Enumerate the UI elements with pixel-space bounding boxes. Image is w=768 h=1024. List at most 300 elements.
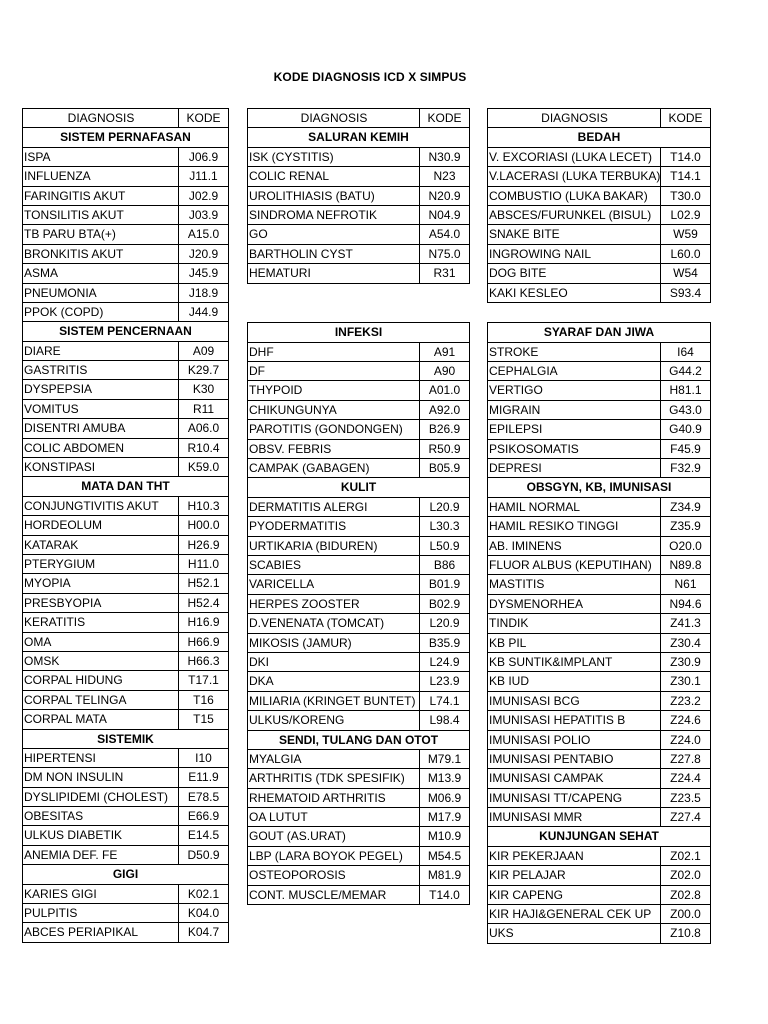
icd-code: A06.0 (187, 421, 220, 436)
table-header-row (488, 109, 710, 128)
table-row (488, 634, 710, 653)
diagnosis-name: AB. IMINENS (488, 537, 661, 555)
section-label: INFEKSI (334, 325, 383, 340)
table-row (488, 731, 710, 750)
diagnosis-name: ANEMIA DEF. FE (23, 846, 179, 864)
diagnosis-name: OA LUTUT (248, 808, 420, 826)
page-title: KODE DIAGNOSIS ICD X SIMPUS (273, 70, 467, 84)
icd-code: N20.9 (428, 188, 461, 203)
icd-code: L23.9 (429, 674, 460, 689)
diagnosis-name: DYSMENORHEA (488, 595, 661, 613)
icd-code: Z30.1 (670, 674, 701, 689)
icd-code: H11.0 (187, 556, 220, 571)
table-row (23, 419, 228, 438)
section-label: KUNJUNGAN SEHAT (539, 829, 659, 844)
diagnosis-name: DOG BITE (488, 264, 661, 282)
icd-code: G44.2 (669, 364, 702, 379)
table-row (248, 245, 469, 264)
section-label: OBSGYN, KB, IMUNISASI (526, 480, 672, 495)
section-header (248, 128, 469, 147)
icd-code: K59.0 (187, 460, 220, 475)
icd-code: Z23.5 (670, 790, 701, 805)
table-row (488, 769, 710, 788)
icd-code: Z35.9 (670, 519, 701, 534)
diagnosis-name: PULPITIS (23, 904, 179, 922)
diagnosis-name: OMSK (23, 652, 179, 670)
diagnosis-name: RHEMATOID ARTHRITIS (248, 789, 420, 807)
diagnosis-name: DM NON INSULIN (23, 768, 179, 786)
table-row (23, 904, 228, 923)
icd-code: G43.0 (669, 402, 702, 417)
table-row (23, 613, 228, 632)
table-row (488, 517, 710, 536)
table-row (23, 206, 228, 225)
table-row (488, 866, 710, 885)
icd-code: J44.9 (188, 304, 219, 319)
table-row (248, 167, 469, 186)
diagnosis-name: MIGRAIN (488, 401, 661, 419)
icd-code: A09 (192, 343, 215, 358)
icd-code: Z27.8 (670, 751, 701, 766)
table-row (488, 148, 710, 167)
table-row (23, 458, 228, 477)
table-row (248, 187, 469, 206)
diagnosis-name: KATARAK (23, 536, 179, 554)
diagnosis-name: PNEUMONIA (23, 284, 179, 302)
table-row (488, 595, 710, 614)
icd-code: H00.0 (187, 518, 220, 533)
diagnosis-name: DF (248, 362, 420, 380)
icd-code: Z24.6 (670, 713, 701, 728)
table-row (248, 498, 469, 517)
section-label: SALURAN KEMIH (308, 130, 409, 145)
icd-code: Z41.3 (670, 616, 701, 631)
icd-code: Z34.9 (670, 499, 701, 514)
section-header (23, 128, 228, 147)
icd-code: Z02.8 (670, 887, 701, 902)
table-row (23, 264, 228, 283)
icd-code: H10.3 (187, 498, 220, 513)
icd-code: N89.8 (669, 557, 702, 572)
icd-code: J02.9 (188, 188, 219, 203)
icd-code: F45.9 (670, 441, 701, 456)
diagnosis-name: CORPAL HIDUNG (23, 671, 179, 689)
icd-code: M13.9 (427, 771, 462, 786)
icd-code: J06.9 (188, 149, 219, 164)
diagnosis-name: KIR PELAJAR (488, 866, 661, 884)
icd-code: B26.9 (428, 422, 461, 437)
icd-code: N75.0 (428, 246, 461, 261)
diagnosis-name: ULKUS DIABETIK (23, 826, 179, 844)
icd-code: L02.9 (670, 207, 701, 222)
icd-code: A92.0 (428, 402, 461, 417)
diagnosis-name: IMUNISASI CAMPAK (488, 769, 661, 787)
icd-code: N04.9 (428, 207, 461, 222)
table-row (248, 343, 469, 362)
section-header (488, 478, 710, 497)
icd-code: I10 (195, 750, 212, 765)
table-row (248, 556, 469, 575)
diagnosis-name: FARINGITIS AKUT (23, 187, 179, 205)
diagnosis-table (22, 108, 229, 943)
section-label: SISTEMIK (97, 731, 154, 746)
diagnosis-name: ABCES PERIAPIKAL (23, 923, 179, 941)
table-row (23, 187, 228, 206)
diagnosis-name: ARTHRITIS (TDK SPESIFIK) (248, 769, 420, 787)
table-row (248, 808, 469, 827)
diagnosis-name: CORPAL MATA (23, 710, 179, 728)
table-row (488, 750, 710, 769)
icd-code: W54 (673, 266, 698, 281)
icd-code: H52.4 (187, 595, 220, 610)
table-row (488, 459, 710, 478)
section-header (248, 323, 469, 342)
table-row (488, 924, 710, 943)
icd-code: K04.0 (187, 906, 220, 921)
icd-code: T14.0 (670, 149, 701, 164)
table-row (488, 672, 710, 691)
diagnosis-name: MILIARIA (KRINGET BUNTET) (248, 692, 420, 710)
table-row (248, 440, 469, 459)
section-label: SENDI, TULANG DAN OTOT (278, 732, 439, 747)
icd-code: B05.9 (428, 461, 461, 476)
table-row (488, 284, 710, 303)
table-row (488, 614, 710, 633)
icd-code: L30.3 (429, 519, 460, 534)
table-row (23, 555, 228, 574)
table-row (23, 923, 228, 942)
icd-code: A90 (433, 364, 456, 379)
icd-code: B86 (433, 558, 456, 572)
table-row (23, 167, 228, 186)
table-row (23, 497, 228, 516)
icd-code: Z02.1 (670, 848, 701, 863)
section-header (488, 323, 710, 342)
table-row (23, 400, 228, 419)
icd-code: T16 (193, 692, 214, 707)
table-row (248, 866, 469, 885)
icd-code: H16.9 (187, 615, 220, 630)
table-row (23, 536, 228, 555)
diagnosis-name: GASTRITIS (23, 361, 179, 379)
table-row (248, 789, 469, 808)
diagnosis-name: SCABIES (248, 556, 420, 574)
diagnosis-name: CONT. MUSCLE/MEMAR (248, 886, 420, 904)
table-row (23, 710, 228, 729)
diagnosis-name: DYSLIPIDEMI (CHOLEST) (23, 788, 179, 806)
diagnosis-name: PAROTITIS (GONDONGEN) (248, 420, 420, 438)
section-header (488, 827, 710, 846)
diagnosis-name: SNAKE BITE (488, 225, 661, 243)
column-1 (22, 108, 229, 943)
diagnosis-name: KERATITIS (23, 613, 179, 631)
icd-code: K04.7 (187, 925, 220, 940)
diagnosis-name: HERPES ZOOSTER (248, 595, 420, 613)
icd-code: L20.9 (429, 616, 460, 631)
icd-code: J03.9 (188, 207, 219, 222)
diagnosis-name: COLIC ABDOMEN (23, 439, 179, 457)
table-row (488, 420, 710, 439)
table-row (248, 886, 469, 905)
section-header (248, 478, 469, 497)
icd-code: E11.9 (188, 770, 219, 785)
table-row (23, 342, 228, 361)
diagnosis-name: DIARE (23, 342, 179, 360)
table-row (23, 361, 228, 380)
icd-code: J20.9 (188, 246, 219, 261)
section-header (488, 128, 710, 147)
table-row (248, 827, 469, 846)
icd-code: E78.5 (187, 789, 220, 804)
table-row (488, 381, 710, 400)
icd-code: N61 (674, 577, 697, 592)
diagnosis-name: PTERYGIUM (23, 555, 179, 573)
diagnosis-name: CEPHALGIA (488, 362, 661, 380)
diagnosis-name: TINDIK (488, 614, 661, 632)
diagnosis-name: CAMPAK (GABAGEN) (248, 459, 420, 477)
table-row (488, 537, 710, 556)
icd-code: Z24.0 (670, 732, 701, 747)
icd-code: Z00.0 (670, 907, 701, 922)
diagnosis-table (487, 322, 711, 944)
table-row (23, 225, 228, 244)
table-row (23, 788, 228, 807)
diagnosis-name: MASTITIS (488, 575, 661, 593)
table-row (23, 594, 228, 613)
section-label: SISTEM PERNAFASAN (60, 130, 191, 145)
diagnosis-name: PSIKOSOMATIS (488, 440, 661, 458)
table-row (248, 517, 469, 536)
table-row (23, 303, 228, 322)
diagnosis-name: OBSV. FEBRIS (248, 440, 420, 458)
table-row (488, 187, 710, 206)
icd-code: Z24.4 (670, 771, 701, 786)
table-row (488, 401, 710, 420)
table-gap (487, 303, 711, 322)
section-label: GIGI (112, 867, 139, 882)
diagnosis-name: PPOK (COPD) (23, 303, 179, 321)
icd-code: A15.0 (187, 227, 220, 242)
table-row (23, 633, 228, 652)
diagnosis-name: SINDROMA NEFROTIK (248, 206, 420, 224)
diagnosis-name: HAMIL RESIKO TINGGI (488, 517, 661, 535)
icd-code: H81.1 (669, 383, 702, 398)
diagnosis-name: DKA (248, 672, 420, 690)
table-row (488, 498, 710, 517)
icd-code: K29.7 (187, 363, 220, 378)
table-row (248, 614, 469, 633)
icd-code: K30 (192, 382, 215, 397)
table-row (488, 653, 710, 672)
icd-code: A01.0 (428, 383, 461, 398)
table-row (488, 905, 710, 924)
table-row (488, 167, 710, 186)
diagnosis-name: UROLITHIASIS (BATU) (248, 187, 420, 205)
diagnosis-name: LBP (LARA BOYOK PEGEL) (248, 847, 420, 865)
icd-code: L74.1 (429, 693, 460, 708)
diagnosis-name: HORDEOLUM (23, 516, 179, 534)
diagnosis-name: OBESITAS (23, 807, 179, 825)
table-row (248, 381, 469, 400)
diagnosis-name: BARTHOLIN CYST (248, 245, 420, 263)
diagnosis-name: MYOPIA (23, 574, 179, 592)
diagnosis-name: COMBUSTIO (LUKA BAKAR) (488, 187, 661, 205)
table-row (488, 886, 710, 905)
table-row (23, 691, 228, 710)
section-label: MATA DAN THT (81, 479, 170, 494)
table-row (248, 595, 469, 614)
table-row (488, 362, 710, 381)
diagnosis-name: ISPA (23, 148, 179, 166)
table-row (488, 264, 710, 283)
icd-code: N94.6 (669, 596, 702, 611)
diagnosis-name: DHF (248, 343, 420, 361)
diagnosis-name: IMUNISASI MMR (488, 808, 661, 826)
icd-code: M81.9 (427, 868, 462, 883)
icd-code: Z10.8 (670, 926, 701, 941)
table-row (248, 148, 469, 167)
diagnosis-name: THYPOID (248, 381, 420, 399)
icd-code: H26.9 (187, 537, 220, 552)
icd-code: L50.9 (429, 538, 460, 553)
table-row (488, 692, 710, 711)
icd-code: B01.9 (428, 577, 461, 592)
diagnosis-name: IMUNISASI PENTABIO (488, 750, 661, 768)
diagnosis-name: DYSPEPSIA (23, 380, 179, 398)
table-row (248, 206, 469, 225)
kode-column-header: KODE (427, 111, 462, 125)
diagnosis-name: DERMATITIS ALERGI (248, 498, 420, 516)
diagnosis-name: FLUOR ALBUS (KEPUTIHAN) (488, 556, 661, 574)
section-header (23, 477, 228, 496)
icd-code: R50.9 (428, 441, 461, 456)
icd-code: M10.9 (427, 829, 462, 844)
diagnosis-name: INGROWING NAIL (488, 245, 661, 263)
icd-code: Z30.4 (670, 635, 701, 650)
table-row (488, 245, 710, 264)
icd-code: H66.3 (187, 653, 220, 668)
section-header (23, 322, 228, 341)
diagnosis-table (247, 322, 470, 905)
icd-code: O20.0 (669, 538, 702, 553)
diagnosis-name: ULKUS/KORENG (248, 711, 420, 729)
column-3 (487, 108, 711, 944)
diagnosis-name: OSTEOPOROSIS (248, 866, 420, 884)
diagnosis-name: IMUNISASI TT/CAPENG (488, 789, 661, 807)
diagnosis-name: MYALGIA (248, 750, 420, 768)
diagnosis-name: HAMIL NORMAL (488, 498, 661, 516)
icd-code: R11 (192, 401, 215, 416)
diagnosis-column-header: DIAGNOSIS (248, 109, 420, 127)
diagnosis-name: ASMA (23, 264, 179, 282)
kode-column-header: KODE (186, 111, 221, 125)
diagnosis-name: IMUNISASI POLIO (488, 731, 661, 749)
icd-code: L24.9 (429, 654, 460, 669)
icd-code: K02.1 (187, 886, 220, 901)
column-2 (247, 108, 470, 905)
icd-code: M17.9 (427, 810, 462, 825)
diagnosis-name: DISENTRI AMUBA (23, 419, 179, 437)
table-row (23, 807, 228, 826)
diagnosis-name: URTIKARIA (BIDUREN) (248, 537, 420, 555)
table-row (488, 440, 710, 459)
table-row (23, 846, 228, 865)
table-row (488, 343, 710, 362)
table-row (488, 808, 710, 827)
table-row (488, 225, 710, 244)
table-row (248, 692, 469, 711)
icd-code: R31 (433, 266, 456, 281)
diagnosis-name: KB IUD (488, 672, 661, 690)
diagnosis-name: CONJUNGTIVITIS AKUT (23, 497, 179, 515)
diagnosis-name: DEPRESI (488, 459, 661, 477)
table-row (248, 537, 469, 556)
icd-code: T15 (193, 712, 214, 727)
diagnosis-name: PRESBYOPIA (23, 594, 179, 612)
icd-code: T30.0 (670, 188, 701, 203)
table-gap (247, 284, 470, 323)
diagnosis-name: KB SUNTIK&IMPLANT (488, 653, 661, 671)
icd-code: N23 (433, 169, 456, 184)
diagnosis-name: COLIC RENAL (248, 167, 420, 185)
icd-code: F32.9 (670, 461, 701, 476)
table-row (488, 556, 710, 575)
table-row (248, 711, 469, 730)
diagnosis-column-header: DIAGNOSIS (488, 109, 661, 127)
icd-code: Z27.4 (670, 810, 701, 825)
diagnosis-name: STROKE (488, 343, 661, 361)
section-label: KULIT (340, 480, 377, 495)
diagnosis-name: GOUT (AS.URAT) (248, 827, 420, 845)
table-row (488, 206, 710, 225)
diagnosis-name: D.VENENATA (TOMCAT) (248, 614, 420, 632)
table-row (23, 439, 228, 458)
diagnosis-name: KIR HAJI&GENERAL CEK UP (488, 905, 661, 923)
table-row (248, 420, 469, 439)
table-row (248, 847, 469, 866)
diagnosis-name: BRONKITIS AKUT (23, 245, 179, 263)
icd-code: A54.0 (428, 227, 461, 242)
icd-code: M06.9 (427, 790, 462, 805)
diagnosis-name: HEMATURI (248, 264, 420, 282)
section-label: SISTEM PENCERNAAN (59, 324, 192, 339)
table-header-row (23, 109, 228, 128)
icd-code: B02.9 (428, 596, 461, 611)
diagnosis-column-header: DIAGNOSIS (23, 109, 179, 127)
table-row (248, 634, 469, 653)
table-row (488, 711, 710, 730)
diagnosis-name: EPILEPSI (488, 420, 661, 438)
table-row (248, 362, 469, 381)
icd-code: M54.5 (427, 848, 462, 863)
icd-code: J18.9 (188, 285, 219, 300)
icd-code: Z23.2 (670, 693, 701, 708)
diagnosis-name: CHIKUNGUNYA (248, 401, 420, 419)
diagnosis-table (487, 108, 711, 303)
icd-code: H52.1 (187, 576, 220, 591)
table-row (23, 148, 228, 167)
diagnosis-name: DKI (248, 653, 420, 671)
table-row (23, 826, 228, 845)
icd-code: L98.4 (429, 713, 460, 728)
diagnosis-name: CORPAL TELINGA (23, 691, 179, 709)
kode-column-header: KODE (668, 111, 703, 125)
icd-code: A91 (433, 344, 456, 359)
table-row (23, 245, 228, 264)
diagnosis-name: TB PARU BTA(+) (23, 225, 179, 243)
diagnosis-name: OMA (23, 633, 179, 651)
icd-code: B35.9 (428, 635, 461, 650)
